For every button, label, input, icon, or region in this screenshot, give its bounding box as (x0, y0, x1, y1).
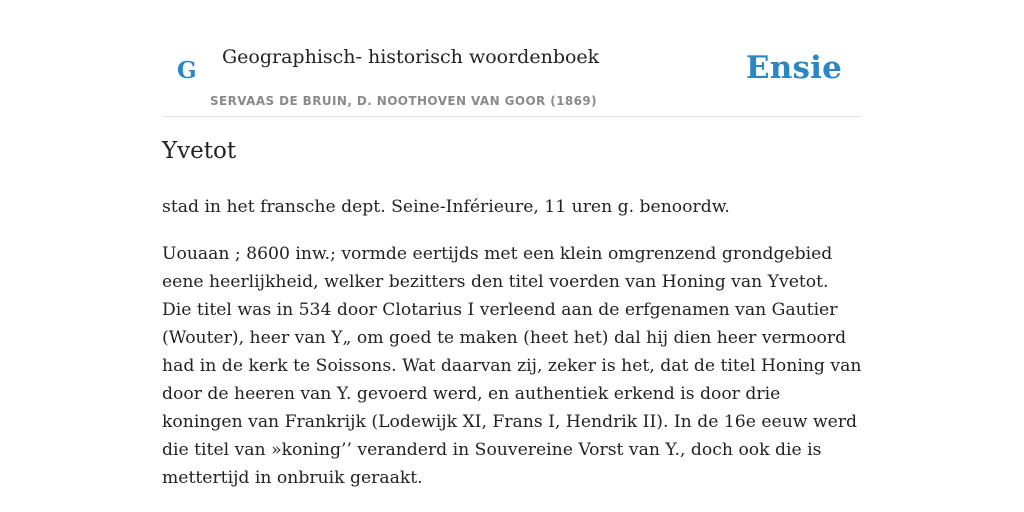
entry-paragraph: Uouaan ; 8600 inw.; vormde eertijds met een klein omgrenzend grondgebied eene heerlijkheid, welker bezitters den titel voerden van Honing van Yvetot. Die titel was in 534 door Clotarius I verleend aan de erfgenamen van Gautier (Wouter), heer van Y„ om goed te maken (heet het) dal hij dien heer vermoord had in de kerk te Soissons. Wat daarvan zij, zeker is het, dat de titel Honing van door de heeren van Y. gevoerd werd, en authentiek erkend is door drie koningen van Frankrijk (Lodewijk XI, Frans I, Hendrik II). In de 16e eeuw werd die titel van »koning’’ veranderd in Souvereine Vorst van Y., doch ook die is mettertijd in onbruik geraakt. (162, 244, 862, 488)
book-authors: SERVAAS DE BRUIN, D. NOOTHOVEN VAN GOOR (1869) (210, 94, 598, 108)
book-logo[interactable]: G (177, 57, 197, 84)
entry-paragraph: stad in het fransche dept. Seine-Inférieure, 11 uren g. benoordw. (162, 197, 730, 217)
page-container (162, 0, 862, 488)
site-logo-link[interactable]: Ensie (745, 50, 842, 86)
header (162, 0, 862, 117)
book-title-link[interactable]: Geographisch- historisch woordenboek (222, 46, 600, 68)
entry-body (162, 193, 862, 511)
entry-title: Yvetot (162, 138, 237, 164)
